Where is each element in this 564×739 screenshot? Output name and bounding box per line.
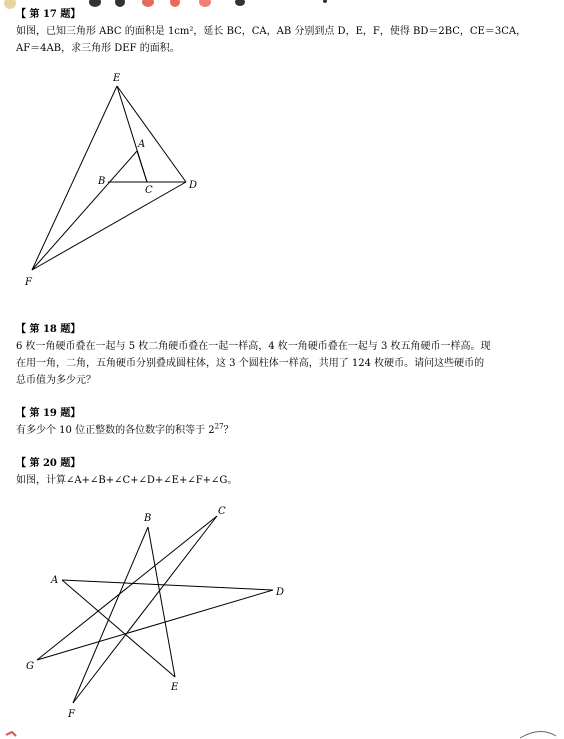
label-E: E <box>113 73 121 84</box>
label-D: D <box>276 587 285 598</box>
label-C: C <box>218 506 226 517</box>
label-C: C <box>145 185 153 196</box>
label-B: B <box>144 513 152 524</box>
question-17-text-line-2: AF＝4AB，求三角形 DEF 的面积。 <box>16 43 180 54</box>
label-E: E <box>171 682 179 693</box>
edge-BF <box>73 527 148 703</box>
question-19-text-main: 有多少个 10 位正整数的各位数字的积等于 2 <box>16 425 215 436</box>
question-17-title: 【 第 17 题】 <box>16 9 81 20</box>
question-19-title: 【 第 19 题】 <box>16 408 81 419</box>
label-G: G <box>26 661 34 672</box>
question-18-title: 【 第 18 题】 <box>16 324 81 335</box>
edge-BE <box>148 527 175 677</box>
footer-decoration <box>0 726 564 739</box>
label-F: F <box>68 709 75 720</box>
edge-CF <box>73 516 217 703</box>
question-20-text: 如图，计算∠A+∠B+∠C+∠D+∠E+∠F+∠G。 <box>16 475 238 486</box>
label-F: F <box>25 277 32 288</box>
edge-GD <box>37 590 273 660</box>
label-D: D <box>189 180 198 191</box>
label-A: A <box>138 139 146 150</box>
question-18-text-line-2: 在用一角，二角，五角硬币分别叠成圆柱体，这 3 个圆柱体一样高，共用了 124 枚硬币。请问这些硬币的 <box>16 358 485 369</box>
question-19-exponent: 27 <box>214 422 224 431</box>
label-A: A <box>51 575 59 586</box>
label-B: B <box>98 176 106 187</box>
question-20-title: 【 第 20 题】 <box>16 458 81 469</box>
question-18-text-line-1: 6 枚一角硬币叠在一起与 5 枚二角硬币叠在一起一样高，4 枚一角硬币叠在一起与 3 枚五角硬币一样高。现 <box>16 341 491 352</box>
question-19-text-end: ？ <box>223 425 234 436</box>
question-17-text-line-1: 如图，已知三角形 ABC 的面积是 1cm²，延长 BC，CA，AB 分别到点 D，E，F，使得 BD＝2BC，CE＝3CA， <box>16 26 527 37</box>
question-18-text-line-3: 总币值为多少元？ <box>16 375 96 386</box>
edge-CG <box>37 516 217 660</box>
edge-AD <box>62 580 273 590</box>
